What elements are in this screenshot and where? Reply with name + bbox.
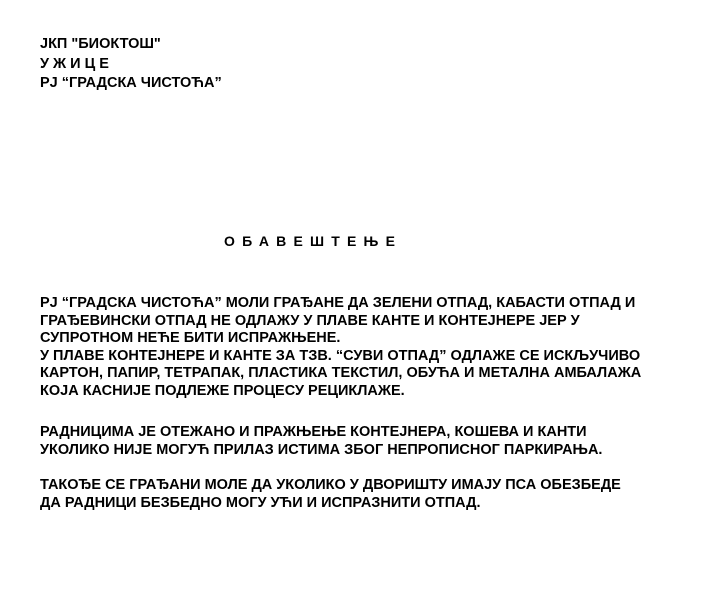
paragraph-line: У ПЛАВЕ КОНТЕЈНЕРЕ И КАНТЕ ЗА ТЗВ. “СУВИ ОТПАД” ОДЛАЖЕ СЕ ИСКЉУЧИВО <box>40 347 641 364</box>
notice-paragraph-2 <box>40 424 700 459</box>
paragraph-line: ТАКОЂЕ СЕ ГРАЂАНИ МОЛЕ ДА УКОЛИКО У ДВОРИШТУ ИМАЈУ ПСА ОБЕЗБЕДЕ <box>40 477 621 493</box>
paragraph-line: РЈ “ГРАДСКА ЧИСТОЋА” МОЛИ ГРАЂАНЕ ДА ЗЕЛЕНИ ОТПАД, КАБАСТИ ОТПАД И <box>40 295 636 311</box>
paragraph-line: РАДНИЦИМА ЈЕ ОТЕЖАНО И ПРАЖЊЕЊЕ КОНТЕЈНЕРА, КОШЕВА И КАНТИ <box>40 424 587 440</box>
paragraph-line: СУПРОТНОМ НЕЋЕ БИТИ ИСПРАЖЊЕНЕ. <box>40 330 341 347</box>
paragraph-line: УКОЛИКО НИЈЕ МОГУЋ ПРИЛАЗ ИСТИМА ЗБОГ НЕПРОПИСНОГ ПАРКИРАЊА. <box>40 441 603 458</box>
notice-paragraph-3 <box>40 477 700 512</box>
organization-name: ЈКП "БИОКТОШ" <box>40 36 161 52</box>
paragraph-line: КАРТОН, ПАПИР, ТЕТРАПАК, ПЛАСТИКА ТЕКСТИЛ, ОБУЋА И МЕТАЛНА АМБАЛАЖА <box>40 365 642 382</box>
organization-city: У Ж И Ц Е <box>40 55 109 72</box>
paragraph-line: КОЈА КАСНИЈЕ ПОДЛЕЖЕ ПРОЦЕСУ РЕЦИКЛАЖЕ. <box>40 382 405 399</box>
paragraph-line: ДА РАДНИЦИ БЕЗБЕДНО МОГУ УЋИ И ИСПРАЗНИТИ ОТПАД. <box>40 494 481 511</box>
paragraph-line: ГРАЂЕВИНСКИ ОТПАД НЕ ОДЛАЖУ У ПЛАВЕ КАНТЕ И КОНТЕЈНЕРЕ ЈЕР У <box>40 312 580 329</box>
notice-paragraph-1 <box>40 295 700 401</box>
organization-unit: РЈ “ГРАДСКА ЧИСТОЋА” <box>40 75 222 91</box>
organization-header <box>40 35 222 94</box>
notice-title: ОБАВЕШТЕЊЕ <box>224 233 403 249</box>
